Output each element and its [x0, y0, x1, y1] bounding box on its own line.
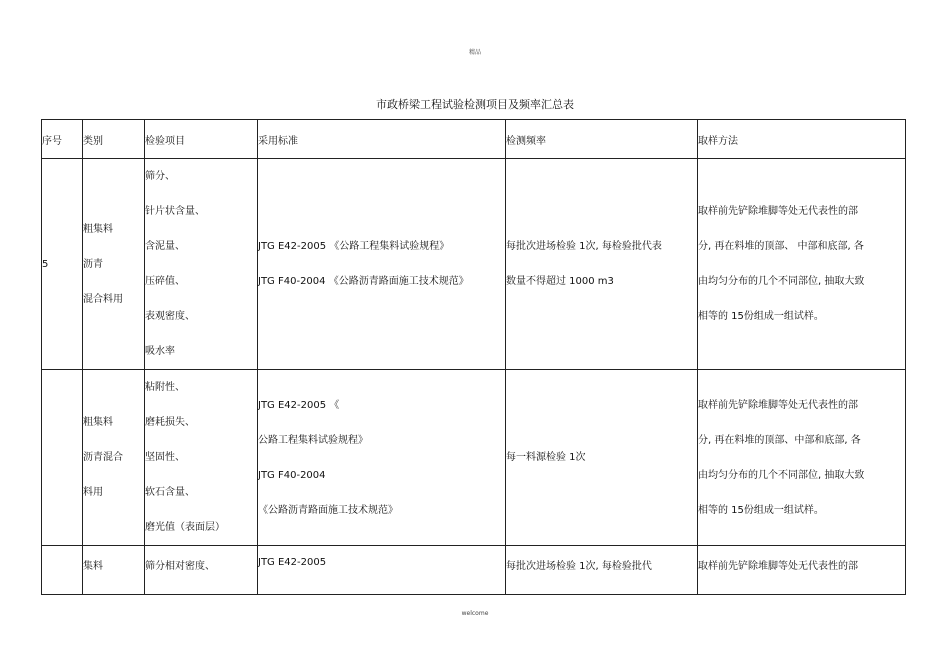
row-number: 5: [42, 159, 83, 370]
item-line: 软石含量、: [145, 487, 195, 498]
method-line: 由均匀分布的几个不同部位, 抽取大致: [698, 276, 865, 287]
table-row: [42, 159, 906, 370]
items-cell: [145, 546, 258, 595]
row-number: [42, 370, 83, 546]
header-cell-category: 类别: [83, 120, 145, 159]
standard-line: JTG E42-2005 《公路工程集料试验规程》: [258, 241, 450, 252]
category-line: 粗集料: [83, 417, 113, 428]
page-header-mark: 精品: [468, 49, 481, 56]
table-row: [42, 370, 906, 546]
category-cell: [83, 370, 145, 546]
item-line: 筛分相对密度、: [145, 561, 215, 572]
standard-cell: [258, 546, 506, 595]
item-line: 筛分、: [145, 171, 175, 182]
items-cell: [145, 159, 258, 370]
item-line: 坚固性、: [145, 452, 185, 463]
method-line: 分, 再在料堆的顶部、中部和底部, 各: [698, 434, 861, 446]
inspection-table: [41, 119, 906, 595]
standard-line: 《公路沥青路面施工技术规范》: [258, 504, 398, 516]
category-line: 沥青: [83, 258, 103, 270]
item-line: 磨光值（表面层）: [145, 522, 225, 533]
method-line: 取样前先铲除堆脚等处无代表性的部: [698, 399, 858, 411]
page-footer-mark: welcome: [461, 610, 489, 617]
method-cell: [698, 546, 906, 595]
item-line: 吸水率: [145, 346, 175, 357]
category-line: 料用: [83, 487, 103, 498]
item-line: 表观密度、: [145, 311, 195, 322]
standard-line: JTG F40-2004: [258, 469, 326, 481]
item-line: 含泥量、: [145, 241, 185, 252]
method-line: 取样前先铲除堆脚等处无代表性的部: [698, 561, 858, 572]
frequency-line: 每一料源检验 1次: [506, 452, 586, 463]
category-cell: [83, 546, 145, 595]
standard-line: JTG F40-2004 《公路沥青路面施工技术规范》: [258, 276, 469, 287]
method-line: 由均匀分布的几个不同部位, 抽取大致: [698, 469, 865, 481]
standard-cell: [258, 370, 506, 546]
category-line: 混合料用: [83, 293, 123, 305]
standard-line: JTG E42-2005: [258, 557, 327, 568]
frequency-line: 数量不得超过 1000 m3: [506, 276, 614, 287]
method-cell: [698, 370, 906, 546]
header-cell-items: 检验项目: [145, 120, 258, 159]
category-line: 粗集料: [83, 223, 113, 235]
item-line: 压碎值、: [145, 276, 185, 287]
frequency-cell: [506, 159, 698, 370]
method-line: 分, 再在料堆的顶部、 中部和底部, 各: [698, 241, 864, 252]
document-title: 市政桥梁工程试验检测项目及频率汇总表: [376, 98, 574, 111]
method-line: 相等的 15份组成一组试样。: [698, 504, 824, 516]
table-row: [42, 546, 906, 595]
item-line: 针片状含量、: [145, 206, 205, 217]
frequency-line: 每批次进场检验 1次, 每检验批代: [506, 561, 652, 572]
item-line: 磨耗损失、: [145, 417, 195, 428]
standard-line: JTG E42-2005 《: [258, 399, 340, 411]
table-header-row: [42, 120, 906, 159]
row-number: [42, 546, 83, 595]
standard-line: 公路工程集料试验规程》: [258, 434, 368, 446]
category-line: 集料: [83, 561, 103, 572]
method-cell: [698, 159, 906, 370]
frequency-cell: [506, 546, 698, 595]
category-cell: [83, 159, 145, 370]
header-cell-no: 序号: [42, 120, 83, 159]
item-line: 粘附性、: [145, 382, 185, 393]
header-cell-frequency: 检测频率: [506, 120, 698, 159]
standard-cell: [258, 159, 506, 370]
frequency-cell: [506, 370, 698, 546]
items-cell: [145, 370, 258, 546]
category-line: 沥青混合: [83, 452, 123, 463]
frequency-line: 每批次进场检验 1次, 每检验批代表: [506, 241, 662, 252]
header-cell-standard: 采用标准: [258, 120, 506, 159]
method-line: 相等的 15份组成一组试样。: [698, 311, 824, 322]
method-line: 取样前先铲除堆脚等处无代表性的部: [698, 206, 858, 217]
header-cell-method: 取样方法: [698, 120, 906, 159]
